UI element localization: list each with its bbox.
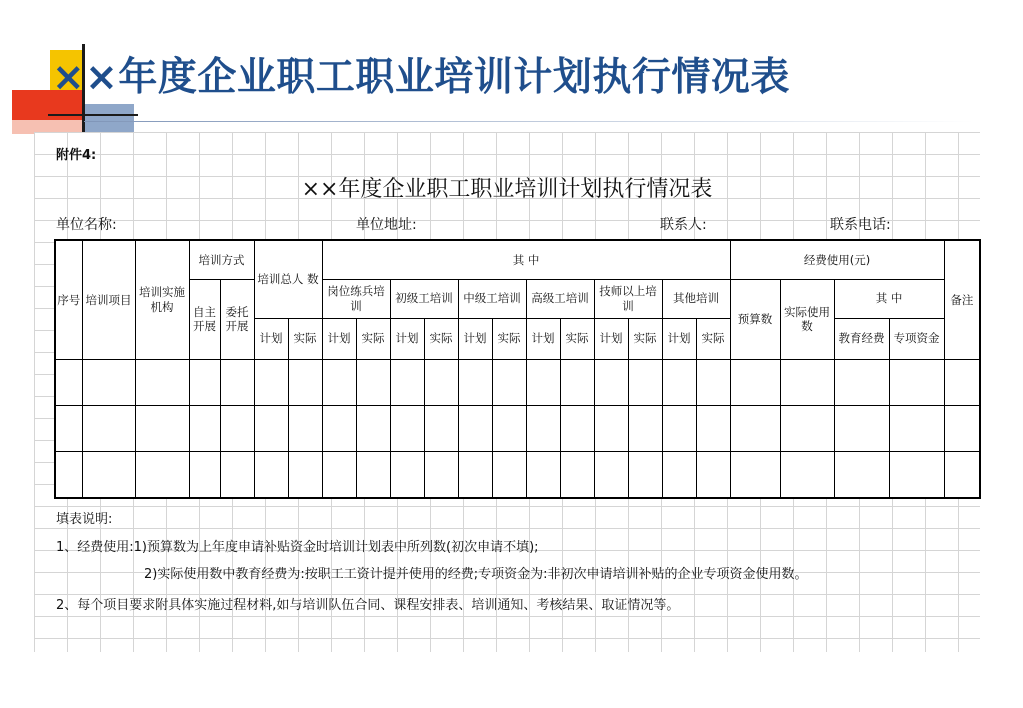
attachment-label: 附件4: [56, 148, 97, 163]
header-plan: 计划 [526, 318, 560, 359]
header-of-which: 其 中 [322, 240, 730, 279]
header-actual: 实际 [492, 318, 526, 359]
header-actual: 实际 [424, 318, 458, 359]
header-plan: 计划 [458, 318, 492, 359]
header-institution: 培训实施机构 [135, 240, 189, 359]
training-plan-table [54, 239, 981, 499]
header-actual: 实际 [356, 318, 390, 359]
header-plan: 计划 [322, 318, 356, 359]
header-entrusted: 委托开展 [220, 279, 254, 359]
header-actual: 实际 [288, 318, 322, 359]
header-seq: 序号 [55, 240, 82, 359]
header-total: 培训总人 数 [254, 240, 322, 318]
header-technician: 技师以上培训 [594, 279, 662, 318]
header-special-fund: 专项资金 [889, 318, 944, 359]
notes-heading: 填表说明: [56, 512, 113, 527]
header-edu-fund: 教育经费 [834, 318, 889, 359]
header-junior: 初级工培训 [390, 279, 458, 318]
header-plan: 计划 [662, 318, 696, 359]
note-line-2: 2)实际使用数中教育经费为:按职工工资计提并使用的经费;专项资金为:非初次申请培训补贴的企业专项资金使用数。 [144, 567, 808, 582]
header-actual: 实际 [696, 318, 730, 359]
header-senior: 高级工培训 [526, 279, 594, 318]
header-actual: 实际 [628, 318, 662, 359]
slide-title: ××年度企业职工职业培训计划执行情况表 [52, 55, 790, 100]
header-plan: 计划 [254, 318, 288, 359]
note-line-3: 2、每个项目要求附具体实施过程材料,如与培训队伍合同、课程安排表、培训通知、考核结果、取证情况等。 [56, 598, 680, 613]
header-post-training: 岗位练兵培训 [322, 279, 390, 318]
table-row [55, 452, 980, 498]
decor-horizontal-line [48, 114, 138, 116]
header-self-run: 自主开展 [189, 279, 220, 359]
title-underline [84, 121, 974, 122]
header-expense-of-which: 其 中 [834, 279, 944, 318]
header-plan: 计划 [390, 318, 424, 359]
note-line-1: 1、经费使用:1)预算数为上年度申请补贴资金时培训计划表中所列数(初次申请不填); [56, 540, 539, 555]
decor-blue-block [84, 104, 134, 132]
header-budget: 预算数 [730, 279, 780, 359]
header-other: 其他培训 [662, 279, 730, 318]
header-actual: 实际 [560, 318, 594, 359]
unit-address-label: 单位地址: [356, 217, 417, 233]
table-row [55, 405, 980, 451]
table-row [55, 359, 980, 405]
header-project: 培训项目 [82, 240, 135, 359]
header-actual-used: 实际使用数 [780, 279, 834, 359]
header-remarks: 备注 [944, 240, 980, 359]
contact-label: 联系人: [660, 217, 707, 233]
spreadsheet-image [34, 132, 980, 652]
header-method: 培训方式 [189, 240, 254, 279]
header-expense: 经费使用(元) [730, 240, 944, 279]
phone-label: 联系电话: [830, 217, 891, 233]
header-intermediate: 中级工培训 [458, 279, 526, 318]
form-title: ××年度企业职工职业培训计划执行情况表 [301, 177, 713, 202]
unit-name-label: 单位名称: [56, 217, 117, 233]
header-plan: 计划 [594, 318, 628, 359]
